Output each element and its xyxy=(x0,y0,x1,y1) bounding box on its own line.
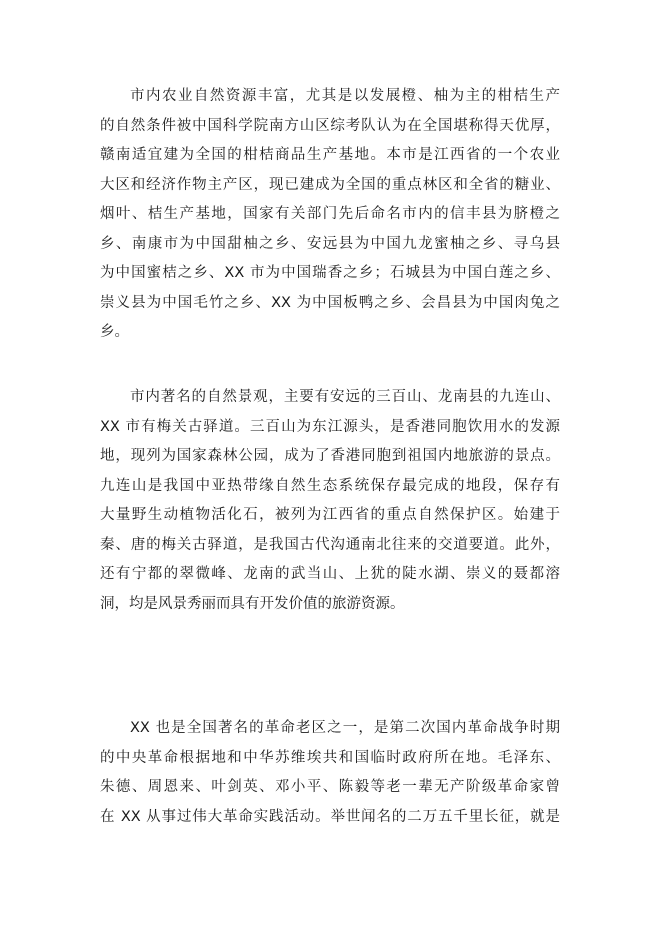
text-line: 大量野生动植物活化石，被列为江西省的重点自然保护区。始建于 xyxy=(100,507,560,523)
paragraph-revolution xyxy=(100,714,560,832)
text-line: XX 市有梅关古驿道。三百山为东江源头，是香港同胞饮用水的发源 xyxy=(100,418,560,435)
paragraph-scenery xyxy=(100,383,560,619)
paragraph-agriculture xyxy=(100,82,560,348)
text-line: 崇义县为中国毛竹之乡、XX 为中国板鸭之乡、会昌县为中国肉兔之 xyxy=(100,294,560,311)
text-line: 大区和经济作物主产区，现已建成为全国的重点林区和全省的糖业、 xyxy=(100,176,560,193)
text-line: 市内农业自然资源丰富，尤其是以发展橙、柚为主的柑桔生产 xyxy=(130,88,560,104)
text-line: 洞，均是风景秀丽而具有开发价值的旅游资源。 xyxy=(100,595,405,612)
text-line: 朱德、周恩来、叶剑英、邓小平、陈毅等老一辈无产阶级革命家曾 xyxy=(100,779,560,795)
text-line: 九连山是我国中亚热带缘自然生态系统保存最完成的地段，保存有 xyxy=(100,477,560,494)
text-line: 烟叶、桔生产基地，国家有关部门先后命名市内的信丰县为脐橙之 xyxy=(100,206,560,222)
text-line: 市内著名的自然景观，主要有安远的三百山、龙南县的九连山、 xyxy=(130,389,560,405)
text-line: 秦、唐的梅关古驿道，是我国古代沟通南北往来的交道要道。此外， xyxy=(100,536,560,553)
text-line: 的中央革命根据地和中华苏维埃共和国临时政府所在地。毛泽东、 xyxy=(100,749,560,766)
text-line: 地，现列为国家森林公园，成为了香港同胞到祖国内地旅游的景点。 xyxy=(100,448,560,464)
text-line: 乡。 xyxy=(100,324,129,340)
text-line: XX 也是全国著名的革命老区之一，是第二次国内革命战争时期 xyxy=(130,720,560,736)
text-line: 赣南适宜建为全国的柑桔商品生产基地。本市是江西省的一个农业 xyxy=(100,147,560,163)
text-line: 还有宁都的翠微峰、龙南的武当山、上犹的陡水湖、崇义的聂都溶 xyxy=(100,566,560,582)
text-line: 为中国蜜桔之乡、XX 市为中国瑞香之乡；石城县为中国白莲之乡、 xyxy=(100,265,560,281)
text-line: 在 XX 从事过伟大革命实践活动。举世闻名的二万五千里长征，就是 xyxy=(100,808,560,825)
text-line: 乡、南康市为中国甜柚之乡、安远县为中国九龙蜜柚之乡、寻乌县 xyxy=(100,235,560,252)
text-line: 的自然条件被中国科学院南方山区综考队认为在全国堪称得天优厚， xyxy=(100,117,560,134)
